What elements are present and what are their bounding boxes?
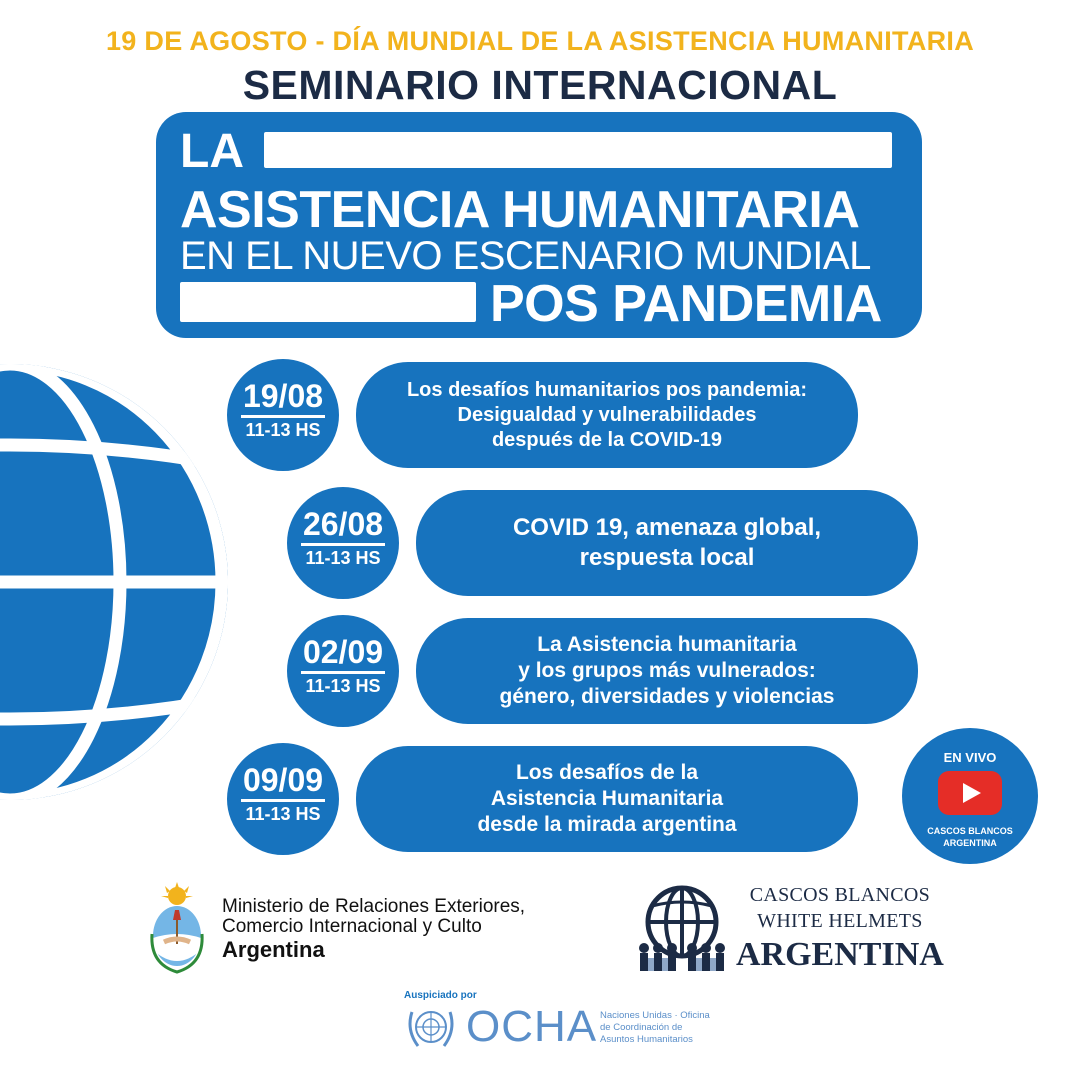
youtube-play-icon[interactable] [938, 771, 1002, 815]
cascos-line-3: ARGENTINA [736, 936, 944, 973]
seminar-heading: SEMINARIO INTERNACIONAL [242, 62, 838, 108]
session-date: 09/09 [241, 761, 325, 802]
sponsor-label: Auspiciado por [404, 990, 477, 1001]
ministry-line-3: Argentina [222, 936, 325, 962]
ministry-line-2: Comercio Internacional y Culto [222, 915, 482, 937]
session-date: 02/09 [301, 633, 385, 674]
cascos-blancos-name [736, 884, 944, 974]
title-line-3: EN EL NUEVO ESCENARIO MUNDIAL [180, 234, 871, 278]
ministry-name [222, 897, 525, 961]
cascos-blancos-logo-icon [636, 882, 728, 974]
live-channel-name: CASCOS BLANCOS ARGENTINA [927, 826, 1013, 848]
session-topic [416, 490, 918, 596]
title-line-4: POS PANDEMIA [490, 275, 882, 333]
session-topic [416, 618, 918, 724]
event-date-line: 19 DE AGOSTO - DÍA MUNDIAL DE LA ASISTENCIA HUMANITARIA [105, 26, 975, 56]
session-hours: 11-13 HS [245, 420, 321, 440]
title-box [156, 112, 922, 338]
session-date-badge [284, 612, 402, 730]
session-topic [356, 362, 858, 468]
session-topic-text: COVID 19, amenaza global, respuesta local [512, 514, 822, 571]
ministry-line-1: Ministerio de Relaciones Exteriores, [222, 896, 526, 917]
title-line-2: ASISTENCIA HUMANITARIA [180, 181, 860, 239]
title-decorative-bar [264, 132, 892, 168]
live-stream-badge[interactable] [902, 728, 1038, 864]
cascos-line-1: CASCOS BLANCOS [749, 884, 931, 906]
session-hours: 11-13 HS [305, 676, 381, 696]
session-date: 19/08 [241, 377, 325, 418]
session-topic [356, 746, 858, 852]
live-label: EN VIVO [943, 750, 997, 765]
session-hours: 11-13 HS [305, 548, 381, 568]
session-date-badge [284, 484, 402, 602]
session-topic-text: Los desafíos humanitarios pos pandemia: Desigualdad y vulnerabilidades después de la COVID-19 [406, 378, 808, 451]
un-emblem-icon [404, 1004, 458, 1052]
session-date-badge [224, 740, 342, 858]
ocha-logo-text: OCHA [466, 1002, 598, 1051]
session-date-badge [224, 356, 342, 474]
session-hours: 11-13 HS [245, 804, 321, 824]
cascos-line-2: WHITE HELMETS [757, 910, 923, 932]
title-line-1: LA [180, 125, 244, 178]
title-decorative-bar [180, 282, 476, 322]
session-topic-text: Los desafíos de la Asistencia Humanitaria desde la mirada argentina [477, 760, 737, 837]
session-date: 26/08 [301, 505, 385, 546]
session-topic-text: La Asistencia humanitaria y los grupos más vulnerados: género, diversidades y violencias [499, 632, 835, 709]
ocha-description: Naciones Unidas · Oficina de Coordinación de Asuntos Humanitarios [600, 1010, 710, 1045]
globe-icon [0, 356, 262, 808]
argentina-coat-of-arms-icon [144, 880, 210, 974]
